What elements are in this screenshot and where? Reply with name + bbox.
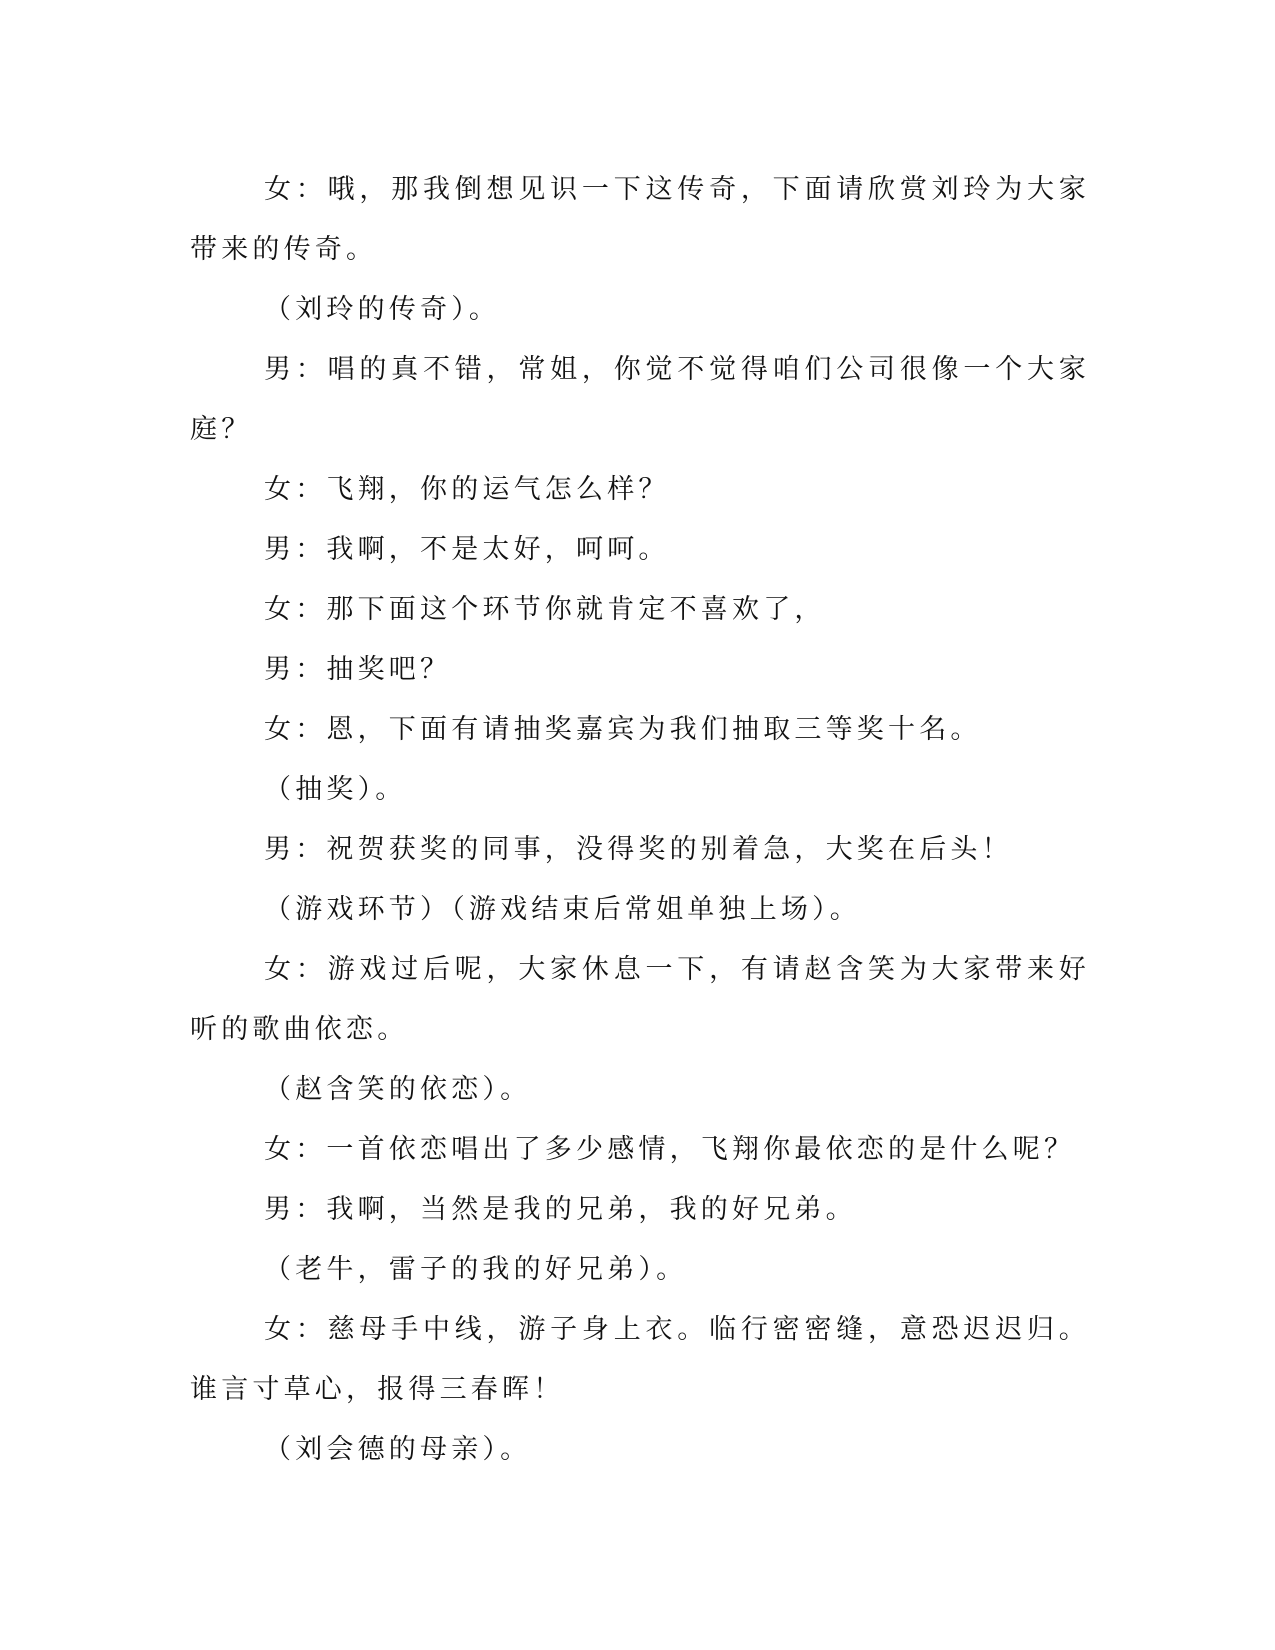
paragraph: 女：那下面这个环节你就肯定不喜欢了， (264, 594, 826, 625)
script-body (190, 160, 1090, 1480)
paragraph: 男：祝贺获奖的同事，没得奖的别着急，大奖在后头！ (264, 834, 1013, 865)
paragraph: 女：飞翔，你的运气怎么样？ (264, 474, 670, 505)
paragraph: 女：哦，那我倒想见识一下这传奇，下面请欣赏刘玲为大家带来的传奇。 (190, 174, 1090, 265)
paragraph: （抽奖）。 (264, 774, 407, 805)
paragraph: （老牛，雷子的我的好兄弟）。 (264, 1254, 688, 1285)
paragraph: 女：恩，下面有请抽奖嘉宾为我们抽取三等奖十名。 (264, 714, 982, 745)
paragraph: （刘玲的传奇）。 (264, 294, 501, 325)
paragraph: （赵含笑的依恋）。 (264, 1074, 532, 1105)
paragraph: 男：我啊，当然是我的兄弟，我的好兄弟。 (264, 1194, 857, 1225)
paragraph: 女：慈母手中线，游子身上衣。临行密密缝，意恐迟迟归。谁言寸草心，报得三春晖！ (190, 1314, 1090, 1405)
paragraph: （刘会德的母亲）。 (264, 1434, 532, 1465)
paragraph: （游戏环节）（游戏结束后常姐单独上场）。 (264, 894, 861, 925)
paragraph: 男：唱的真不错，常姐，你觉不觉得咱们公司很像一个大家庭？ (190, 354, 1090, 445)
paragraph: 男：抽奖吧？ (264, 654, 452, 685)
paragraph: 男：我啊，不是太好，呵呵。 (264, 534, 670, 565)
paragraph: 女：游戏过后呢，大家休息一下，有请赵含笑为大家带来好听的歌曲依恋。 (190, 954, 1090, 1045)
paragraph: 女：一首依恋唱出了多少感情，飞翔你最依恋的是什么呢？ (264, 1134, 1076, 1165)
